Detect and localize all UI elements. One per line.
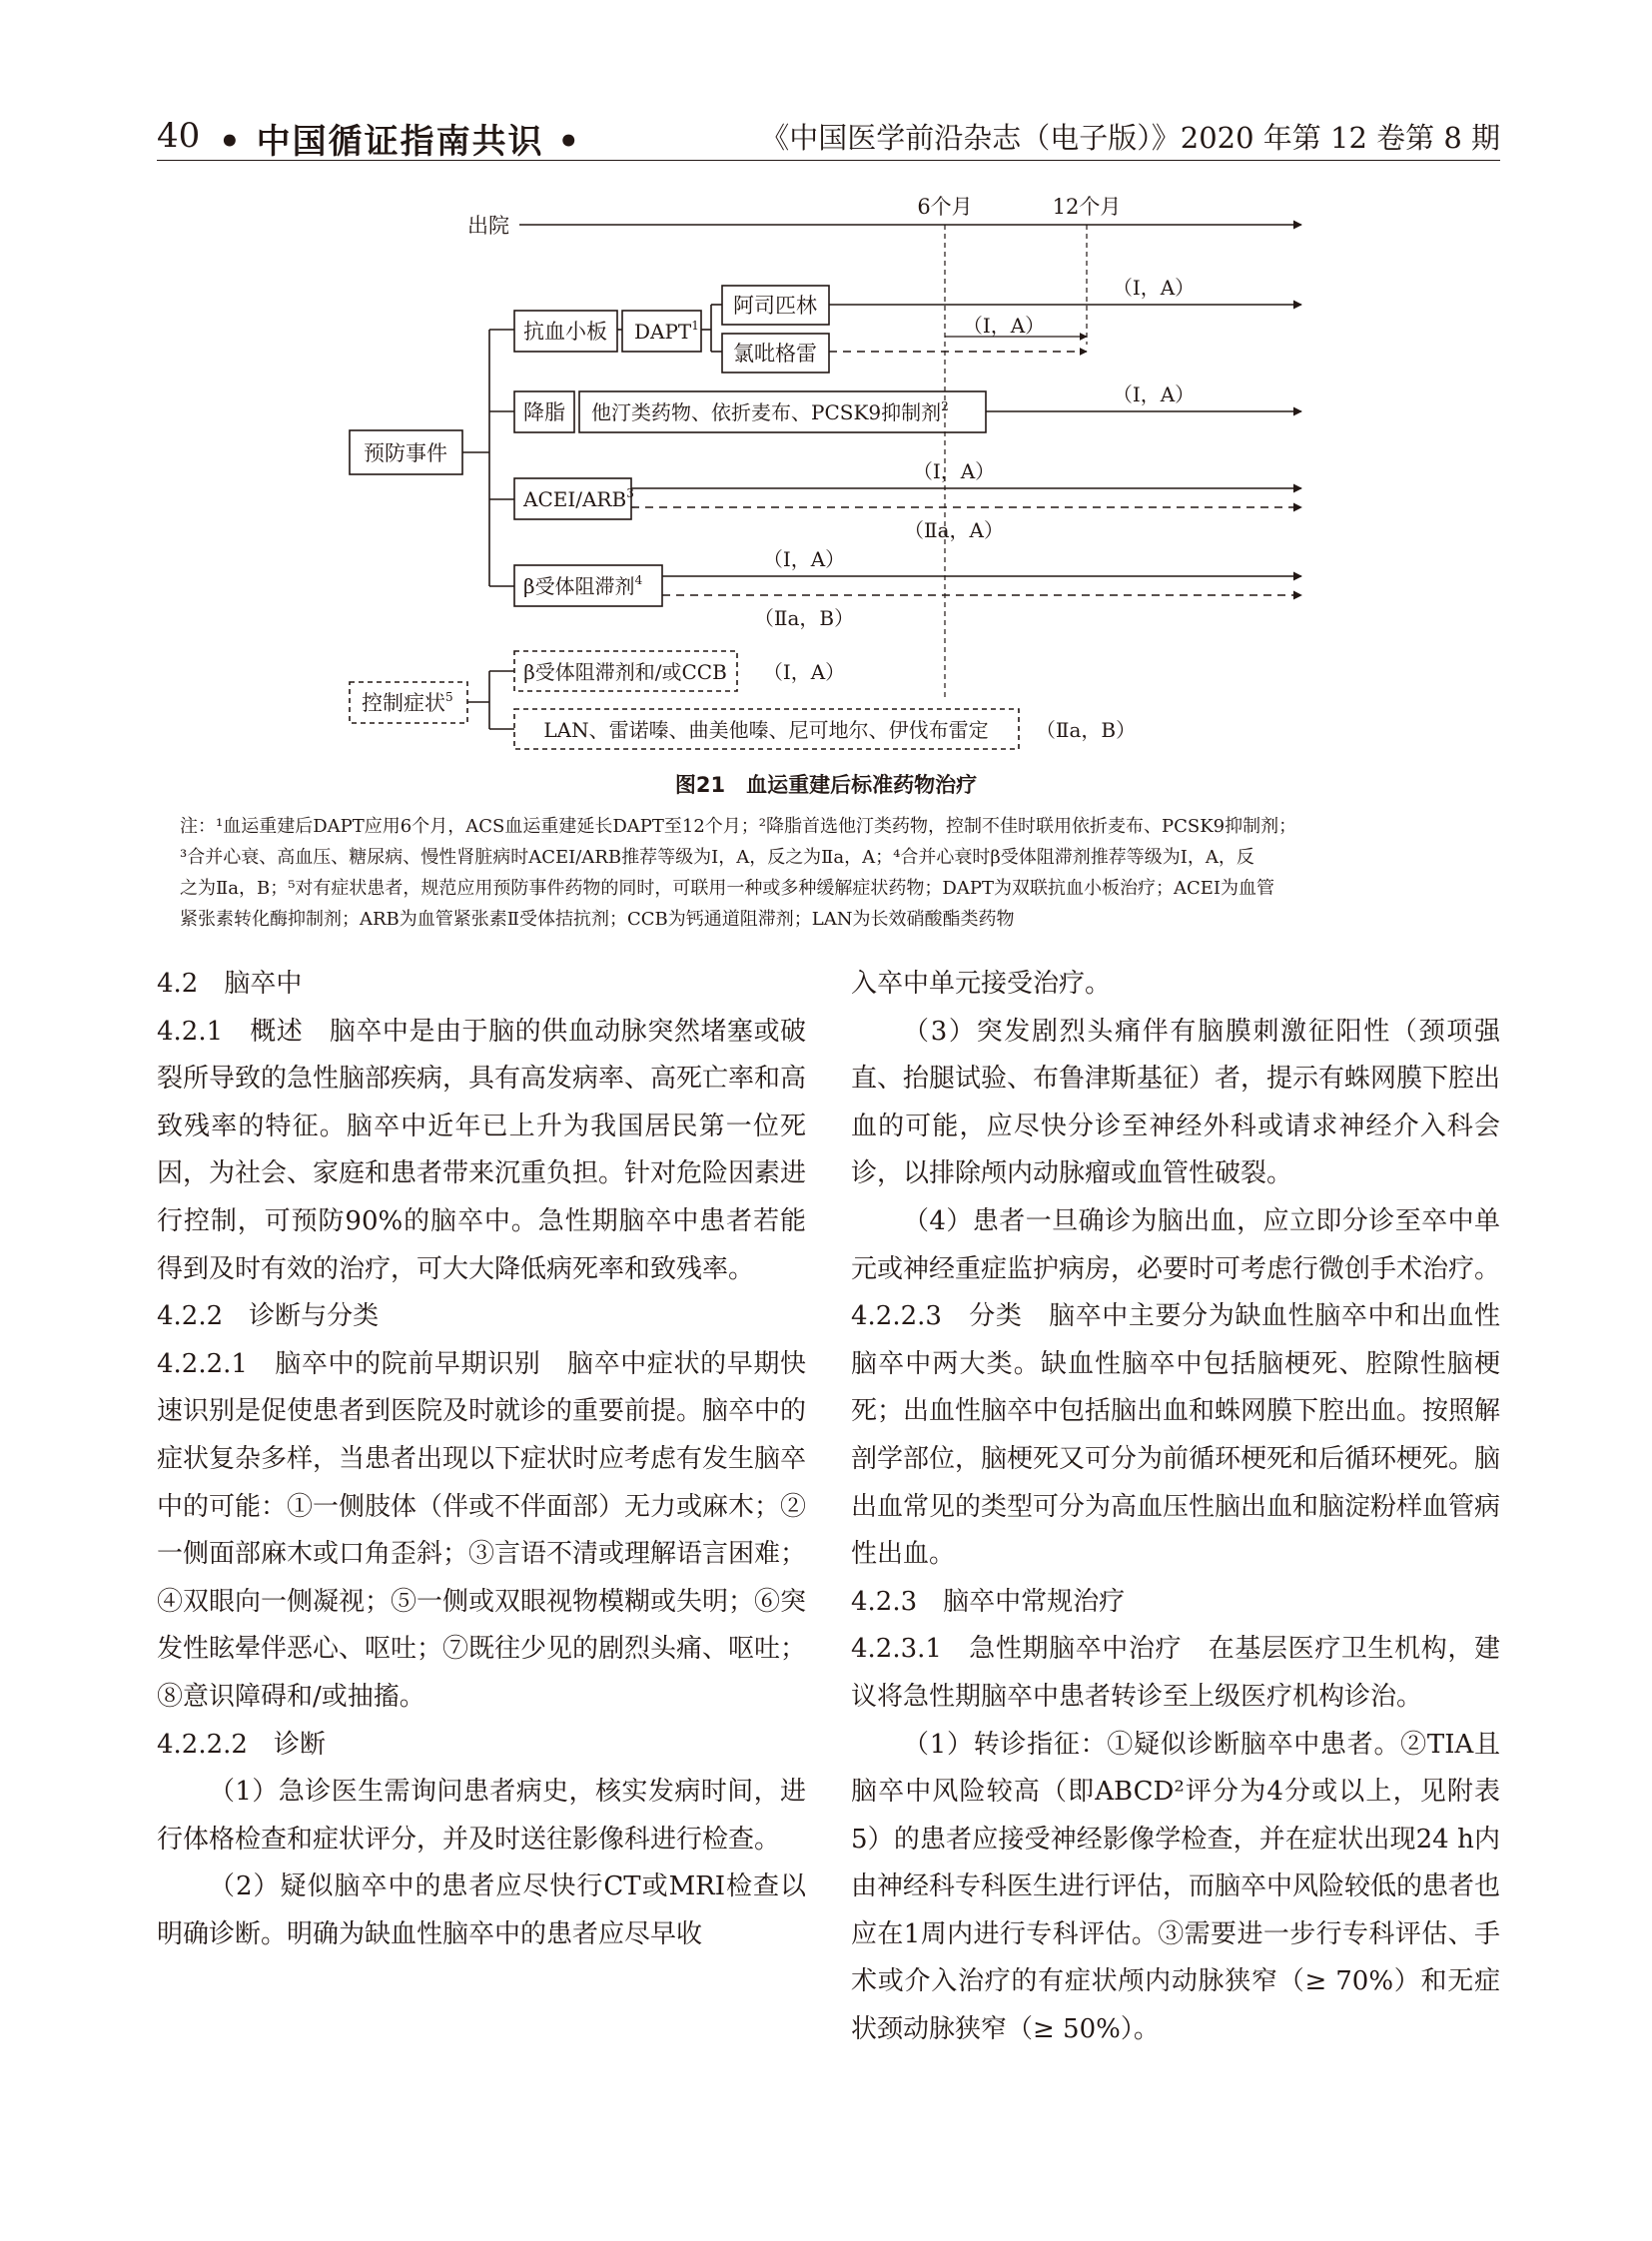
paragraph-diagnosis-3: （3）突发剧烈头痛伴有脑膜刺激征阳性（颈项强直、抬腿试验、布鲁津斯基征）者，提示有蛛网膜下腔出血的可能，应尽快分诊至神经外科或请求神经介入科会诊，以排除颅内动脉瘤或血管性破裂。: [851, 1016, 1501, 1189]
section-title: • 中国循证指南共识 •: [219, 122, 582, 162]
paragraph-diagnosis-4: （4）患者一旦确诊为脑出血，应立即分诊至卒中单元或神经重症监护病房，必要时可考虑行微创手术治疗。: [851, 1205, 1501, 1284]
antiplatelet-label: 抗血小板: [523, 320, 607, 344]
beta-label: β受体阻滞剂$^4$: [523, 573, 643, 598]
note-line: ³合并心衰、高血压、糖尿病、慢性肾脏病时ACEI/ARB推荐等级为Ⅰ，A，反之为Ⅱa，A；⁴合并心衰时β受体阻滞剂推荐等级为Ⅰ，A，反: [180, 847, 1254, 868]
acei-label: ACEI/ARB$^3$: [523, 486, 634, 511]
note-line: 之为Ⅱa，B；⁵对有症状患者，规范应用预防事件药物的同时，可联用一种或多种缓解症状药物；DAPT为双联抗血小板治疗；ACEI为血管: [180, 878, 1274, 899]
paragraph-diagnosis-2: （2）疑似脑卒中的患者应尽快行CT或MRI检查以明确诊断。明确为缺血性脑卒中的患者应尽早收: [157, 1871, 806, 1949]
figure-caption: 图21 血运重建后标准药物治疗: [674, 773, 978, 797]
paragraph-referral-criteria: （1）转诊指征：①疑似诊断脑卒中患者。②TIA且脑卒中风险较高（即ABCD²评分为4分或以上，见附表5）的患者应接受神经影像学检查，并在症状出现24 h内由神经科专科医生进行评估，而脑卒中风险较低的患者也应在1周内进行专科评估。③需要进一步行专科评估、手术或介入治疗的有症状颅内动脉狭窄（≥ 70%）和无症状颈动脉狭窄（≥ 50%）。: [851, 1729, 1501, 2045]
paragraph-continued: 入卒中单元接受治疗。: [851, 969, 1112, 999]
right-column: [851, 961, 1500, 2054]
control-label: 控制症状$^5$: [362, 690, 453, 715]
section-heading-4-2-2-2: 4.2.2.2 诊断: [157, 1729, 326, 1760]
grade-lan: （Ⅱa，B）: [1035, 718, 1137, 742]
page-number: 40: [157, 116, 201, 156]
clopidogrel-label: 氯吡格雷: [733, 342, 817, 366]
paragraph-diagnosis-1: （1）急诊医生需询问患者病史，核实发病时间，进行体格检查和症状评分，并及时送往影像科进行检查。: [157, 1777, 806, 1855]
left-column: [157, 961, 806, 1958]
grade-dapt: （Ⅰ，A）: [962, 314, 1046, 338]
paragraph-overview: 4.2.1 概述 脑卒中是由于脑的供血动脉突然堵塞或破裂所导致的急性脑部疾病，具有高发病率、高死亡率和高致残率的特征。脑卒中近年已上升为我国居民第一位死因，为社会、家庭和患者带来沉重负担。针对危险因素进行控制，可预防90%的脑卒中。急性期脑卒中患者若能得到及时有效的治疗，可大大降低病死率和致残率。: [157, 1016, 807, 1284]
section-heading-4-2-2: 4.2.2 诊断与分类: [157, 1301, 380, 1332]
grade-acei-IA: （Ⅰ，A）: [912, 459, 996, 483]
figure-note: [180, 811, 1498, 935]
dapt-label: DAPT$^1$: [634, 319, 699, 344]
month6-label: 6个月: [917, 195, 973, 219]
section-heading-4-2: 4.2 脑卒中: [157, 969, 303, 999]
note-line: 紧张素转化酶抑制剂；ARB为血管紧张素Ⅱ受体拮抗剂；CCB为钙通道阻滞剂；LAN为长效硝酸酯类药物: [180, 909, 1015, 930]
prevent-label: 预防事件: [364, 441, 447, 465]
lan-label: LAN、雷诺嗪、曲美他嗪、尼可地尔、伊伐布雷定: [543, 718, 989, 742]
grade-acei-IIaA: （Ⅱa，A）: [904, 518, 1004, 542]
grade-beta-IA: （Ⅰ，A）: [762, 547, 846, 571]
lipid-label: 降脂: [523, 400, 565, 424]
paragraph-acute-treatment: 4.2.3.1 急性期脑卒中治疗 在基层医疗卫生机构，建议将急性期脑卒中患者转诊至上级医疗机构诊治。: [851, 1634, 1500, 1712]
grade-aspirin: （Ⅰ，A）: [1112, 276, 1196, 300]
paragraph-classification: 4.2.2.3 分类 脑卒中主要分为缺血性脑卒中和出血性脑卒中两大类。缺血性脑卒中包括脑梗死、腔隙性脑梗死；出血性脑卒中包括脑出血和蛛网膜下腔出血。按照解剖学部位，脑梗死又可分为前循环梗死和后循环梗死。脑出血常见的类型可分为高血压性脑出血和脑淀粉样血管病性出血。: [851, 1301, 1501, 1570]
grade-beta-IIaB: （Ⅱa，B）: [753, 606, 855, 630]
grade-statin: （Ⅰ，A）: [1112, 382, 1196, 406]
note-line: 注：¹血运重建后DAPT应用6个月，ACS血运重建延长DAPT至12个月；²降脂首选他汀类药物，控制不佳时联用依折麦布、PCSK9抑制剂；: [180, 816, 1297, 837]
section-heading-4-2-3: 4.2.3 脑卒中常规治疗: [851, 1586, 1126, 1617]
beta-ccb-label: β受体阻滞剂和/或CCB: [523, 660, 727, 684]
treatment-flow-diagram: [0, 0, 1652, 799]
paragraph-early-recognition: 4.2.2.1 脑卒中的院前早期识别 脑卒中症状的早期快速识别是促使患者到医院及时就诊的重要前提。脑卒中的症状复杂多样，当患者出现以下症状时应考虑有发生脑卒中的可能：①一侧肢体（伴或不伴面部）无力或麻木；②一侧面部麻木或口角歪斜；③言语不清或理解语言困难；④双眼向一侧凝视；⑤一侧或双眼视物模糊或失明；⑥突发性眩晕伴恶心、呕吐；⑦既往少见的剧烈头痛、呕吐；⑧意识障碍和/或抽搐。: [157, 1348, 807, 1712]
aspirin-label: 阿司匹林: [733, 294, 817, 318]
grade-beta-ccb: （Ⅰ，A）: [762, 660, 846, 684]
timeline-start-label: 出院: [467, 214, 509, 238]
month12-label: 12个月: [1052, 195, 1122, 219]
statin-label: 他汀类药物、依折麦布、PCSK9抑制剂$^2$: [591, 399, 949, 424]
journal-title: 《中国医学前沿杂志（电子版）》2020 年第 12 卷第 8 期: [760, 121, 1500, 155]
